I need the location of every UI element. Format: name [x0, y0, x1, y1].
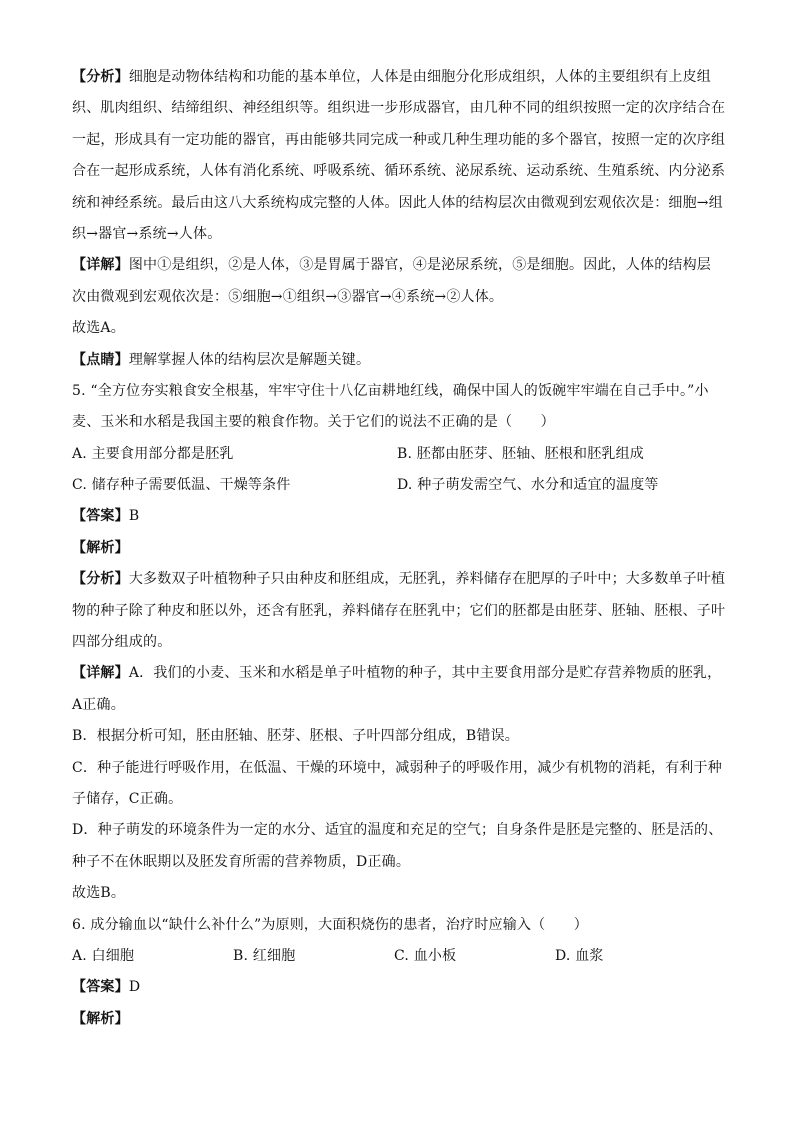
- question-stem-line: 6. 成分输血以“缺什么补什么”为原则，大面积烧伤的患者，治疗时应输入（ ）: [72, 916, 588, 933]
- detail-paragraph-line: A正确。: [72, 696, 125, 713]
- answer-label: 【答案】: [72, 508, 129, 525]
- answer-value: D: [128, 979, 141, 996]
- explain-label: 【解析】: [72, 1010, 129, 1027]
- document-page: [72, 62, 724, 1035]
- analysis-paragraph-line: 统和神经系统。最后由这八大系统构成完整的人体。因此人体的结构层次由微观到宏观依次是：细胞→组: [72, 194, 723, 211]
- option-d: D. 种子萌发需空气、水分和适宜的温度等: [397, 477, 659, 494]
- detail-paragraph-line: 【详解】A．我们的小麦、玉米和水稻是单子叶植物的种子，其中主要食用部分是贮存营养物质的胚乳，: [72, 665, 722, 682]
- analysis-paragraph-line: 物的种子除了种皮和胚以外，还含有胚乳，养料储存在胚乳中；它们的胚都是由胚芽、胚轴、胚根、子叶: [72, 602, 726, 619]
- analysis-paragraph-line: 织→器官→系统→人体。: [72, 225, 222, 242]
- option-row: [72, 941, 724, 972]
- choice-line: 故选B。: [72, 885, 126, 902]
- analysis-paragraph-line: 【分析】大多数双子叶植物种子只由种皮和胚组成，无胚乳，养料储存在肥厚的子叶中；大多数单子叶植: [72, 571, 726, 588]
- detail-paragraph-line: 子储存，C正确。: [72, 790, 183, 807]
- analysis-paragraph-line: 合在一起形成系统，人体有消化系统、呼吸系统、循环系统、泌尿系统、运动系统、生殖系统、内分泌系: [72, 163, 726, 180]
- detail-label: 【详解】: [72, 665, 129, 682]
- detail-paragraph-line: B．根据分析可知，胚由胚轴、胚芽、胚根、子叶四部分组成，B错误。: [72, 728, 519, 745]
- detail-paragraph-line: 次由微观到宏观依次是：⑤细胞→①组织→③器官→④系统→②人体。: [72, 288, 504, 305]
- analysis-paragraph-line: 四部分组成的。: [72, 634, 172, 651]
- detail-paragraph-line: 【详解】图中①是组织，②是人体，③是胃属于器官，④是泌尿系统，⑤是细胞。因此，人体的结构层: [72, 257, 712, 274]
- option-row: [72, 470, 724, 501]
- detail-paragraph-line: 种子不在休眠期以及胚发育所需的营养物质，D正确。: [72, 853, 411, 870]
- tip-line: 【点睛】理解掌握人体的结构层次是解题关键。: [72, 351, 371, 368]
- question-stem-line: 5. “全方位夯实粮食安全根基，牢牢守住十八亿亩耕地红线，确保中国人的饭碗牢牢端在自己手中。”小: [72, 382, 709, 399]
- analysis-paragraph-line: 织、肌肉组织、结缔组织、神经组织等。组织进一步形成器官，由几种不同的组织按照一定的次序结合在: [72, 100, 726, 117]
- option-a: A. 主要食用部分都是胚乳: [72, 445, 234, 462]
- detail-label: 【详解】: [72, 257, 129, 274]
- answer-value: B: [128, 508, 140, 525]
- detail-paragraph-line: C．种子能进行呼吸作用，在低温、干燥的环境中，减弱种子的呼吸作用，减少有机物的消耗，有利于种: [72, 759, 722, 776]
- answer-line: [72, 501, 724, 532]
- detail-paragraph-line: D．种子萌发的环境条件为一定的水分、适宜的温度和充足的空气；自身条件是胚是完整的、胚是活的、: [72, 822, 723, 839]
- option-c: C. 储存种子需要低温、干燥等条件: [72, 477, 291, 494]
- analysis-paragraph-line: 一起，形成具有一定功能的器官，再由能够共同完成一种或几种生理功能的多个器官，按照一定的次序组: [72, 131, 726, 148]
- option-row: [72, 439, 724, 470]
- option-d: D. 血浆: [555, 947, 604, 964]
- choice-line: 故选A。: [72, 320, 125, 337]
- tip-label: 【点睛】: [72, 351, 129, 368]
- option-c: C. 血小板: [394, 947, 457, 964]
- option-b: B. 胚都由胚芽、胚轴、胚根和胚乳组成: [397, 445, 644, 462]
- option-b: B. 红细胞: [233, 947, 296, 964]
- answer-label: 【答案】: [72, 979, 129, 996]
- option-a: A. 白细胞: [72, 947, 135, 964]
- analysis-label: 【分析】: [72, 69, 129, 85]
- question-stem-line: 麦、玉米和水稻是我国主要的粮食作物。关于它们的说法不正确的是（ ）: [72, 414, 555, 431]
- explain-label: 【解析】: [72, 539, 129, 556]
- answer-line: [72, 972, 724, 1003]
- analysis-label: 【分析】: [72, 571, 129, 588]
- analysis-paragraph-line: 【分析】细胞是动物体结构和功能的基本单位，人体是由细胞分化形成组织，人体的主要组织有上皮组: [72, 69, 712, 85]
